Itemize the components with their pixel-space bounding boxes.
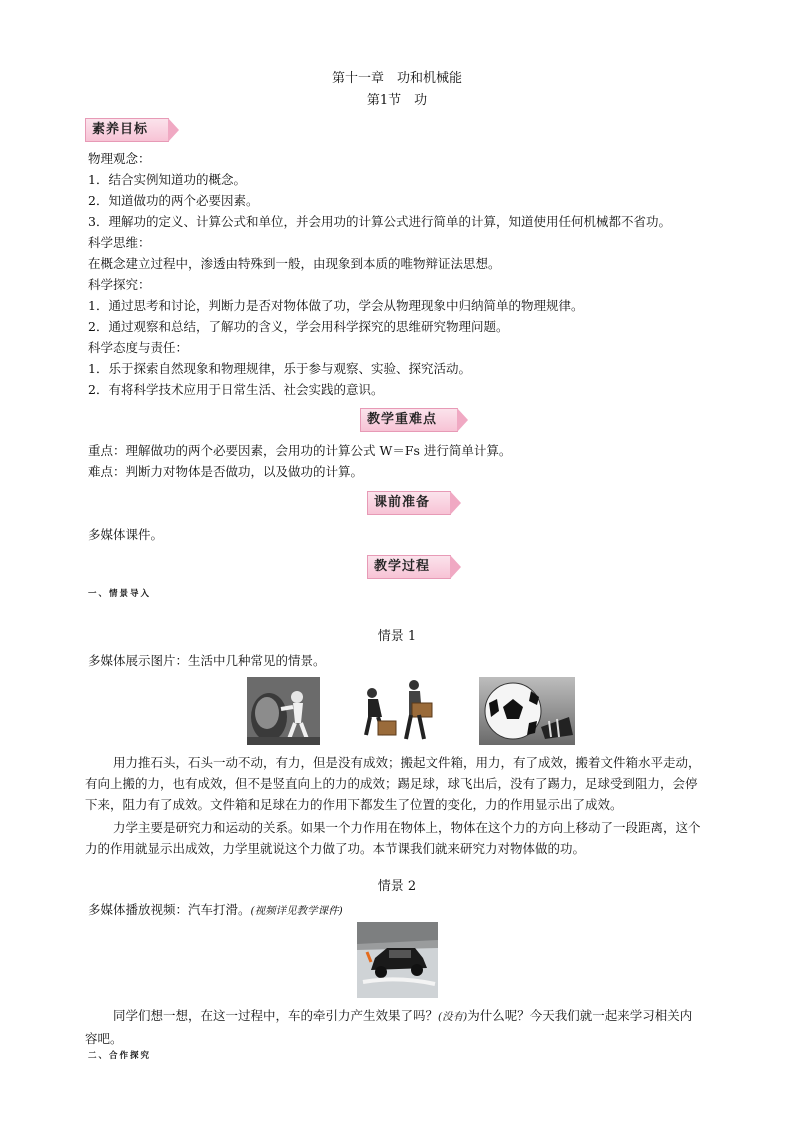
paragraph-line: 力的作用就显示出成效，力学里就说这个力做了功。本节课我们就来研究力对物体做的功。 [85, 841, 586, 856]
prep-text: 多媒体课件。 [88, 527, 164, 542]
goal-item: 2．有将科学技术应用于日常生活、社会实践的意识。 [88, 382, 384, 397]
part1-heading: 一、情景导入 [88, 589, 152, 599]
scene1-paragraph-1 [85, 752, 748, 815]
section-title: 第1节 功 [366, 93, 428, 108]
attitude-label: 科学态度与责任： [88, 340, 189, 355]
scene2-question-cont: 为什么呢？今天我们就一起来学习相关内 [467, 1008, 693, 1023]
goal-item: 2．通过观察和总结，了解功的含义，学会用科学探究的思维研究物理问题。 [88, 319, 509, 334]
scene2-text-line [88, 899, 748, 922]
goal-item: 1．乐于探索自然现象和物理规律，乐于参与观察、实验、探究活动。 [88, 361, 471, 376]
scene2-answer-note: (没有) [438, 1011, 468, 1023]
goals-section [88, 148, 748, 400]
process-badge: 教学过程 [367, 555, 451, 579]
part2-heading: 二、合作探究 [88, 1051, 152, 1061]
goal-item: 2．知道做功的两个必要因素。 [88, 193, 259, 208]
scene1-title: 情景 1 [377, 629, 417, 644]
scene1-paragraph-2 [85, 817, 748, 859]
kick-ball-image [479, 677, 575, 745]
focus-text: 重点：理解做功的两个必要因素，会用功的计算公式 W＝Fs 进行简单计算。 [88, 443, 512, 458]
process-badge-wrap [367, 555, 451, 579]
goal-item: 3．理解功的定义、计算公式和单位，并会用功的计算公式进行简单的计算，知道使用任何机械都不省功。 [88, 214, 671, 229]
key-points-badge: 教学重难点 [360, 408, 458, 432]
inquiry-label: 科学探究： [88, 277, 151, 292]
paragraph-line: 有向上搬的力，也有成效，但不是竖直向上的力的成效；踢足球，球飞出后，没有了踢力，足球受到阻力，会停 [85, 776, 698, 791]
paragraph-line: 用力推石头，石头一动不动，有力，但是没有成效；搬起文件箱，用力，有了成效，搬着文件箱水平走动， [113, 755, 701, 770]
paragraph-line: 力学主要是研究力和运动的关系。如果一个力作用在物体上，物体在这个力的方向上移动了一段距离，这个 [113, 820, 701, 835]
scene2-paragraph [85, 1005, 748, 1049]
carry-box-image [358, 677, 440, 745]
physics-concept-label: 物理观念： [88, 151, 151, 166]
paragraph-line: 下来，阻力有了成效。文件箱和足球在力的作用下都发生了位置的变化，力的作用显示出了成效。 [85, 797, 623, 812]
paragraph-line [88, 1005, 748, 1028]
push-rock-image [247, 677, 320, 745]
scene2-question: 同学们想一想，在这一过程中，车的牵引力产生效果了吗？ [113, 1008, 439, 1023]
car-skid-image [357, 922, 438, 998]
paragraph-line: 容吧。 [85, 1031, 123, 1046]
prep-badge: 课前准备 [367, 491, 451, 515]
scene2-text: 多媒体播放视频：汽车打滑。 [88, 902, 251, 917]
goal-item: 1．通过思考和讨论，判断力是否对物体做了功，学会从物理现象中归纳简单的物理规律。 [88, 298, 584, 313]
goal-item: 1．结合实例知道功的概念。 [88, 172, 246, 187]
difficulty-text: 难点：判断力对物体是否做功，以及做功的计算。 [88, 464, 364, 479]
scene2-title: 情景 2 [377, 879, 417, 894]
scene2-note: (视频详见教学课件) [250, 905, 343, 917]
chapter-title: 第十一章 功和机械能 [331, 71, 462, 86]
scene1-text: 多媒体展示图片：生活中几种常见的情景。 [88, 653, 326, 668]
scientific-thinking-text: 在概念建立过程中，渗透由特殊到一般，由现象到本质的唯物辩证法思想。 [88, 256, 501, 271]
goals-badge: 素养目标 [85, 118, 169, 142]
key-points-section [88, 440, 748, 482]
scientific-thinking-label: 科学思维： [88, 235, 151, 250]
prep-badge-wrap [367, 491, 451, 515]
goals-badge-wrap [85, 118, 169, 142]
key-points-badge-wrap [360, 408, 458, 432]
